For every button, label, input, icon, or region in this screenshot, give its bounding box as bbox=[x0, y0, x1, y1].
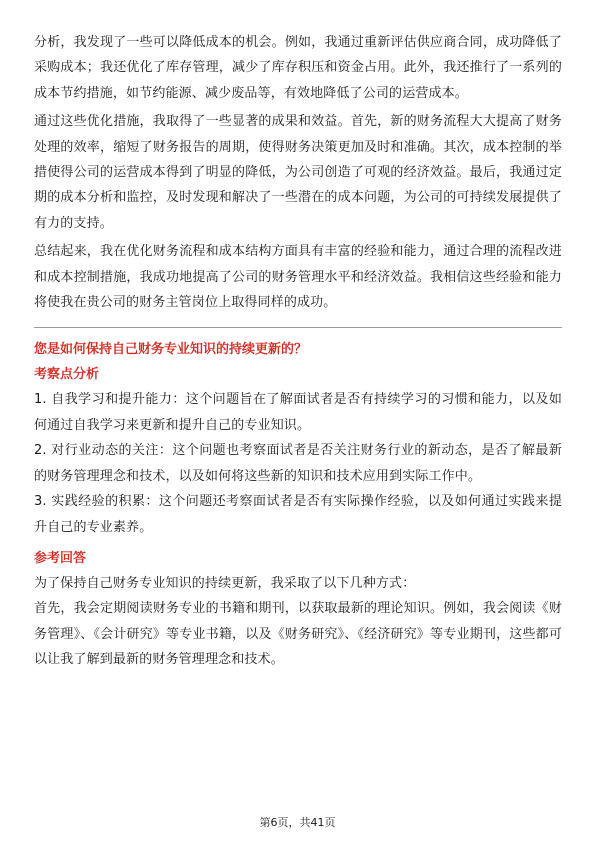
analysis-heading: 考察点分析 bbox=[34, 367, 100, 383]
analysis-item-3: 3. 实践经验的积累：这个问题还考察面试者是否有实际操作经验，以及如何通过实践来提升自己的专业素养。 bbox=[34, 494, 562, 535]
intro-paragraph-2: 通过这些优化措施，我取得了一些显著的成果和效益。首先，新的财务流程大大提高了财务处理的效率，缩短了财务报告的周期，使得财务决策更加及时和准确。其次，成本控制的举措使得公司的运营成本得到了明显的降低，为公司创造了可观的经济效益。最后，我通过定期的成本分析和监控，及时发现和解决了一些潜在的成本问题，为公司的可持续发展提供了有力的支持。 bbox=[34, 114, 562, 231]
answer-paragraph-2: 首先，我会定期阅读财务专业的书籍和期刊，以获取最新的理论知识。例如，我会阅读《财务管理》、《会计研究》等专业书籍，以及《财务研究》、《经济研究》等专业期刊，这些都可以让我了解到最新的财务管理理念和技术。 bbox=[34, 601, 562, 668]
section-divider bbox=[34, 327, 562, 328]
answer-heading: 参考回答 bbox=[34, 550, 87, 566]
page-number-footer: 第6页，共41页 bbox=[259, 816, 336, 829]
intro-paragraph-1: 分析，我发现了一些可以降低成本的机会。例如，我通过重新评估供应商合同，成功降低了采购成本；我还优化了库存管理，减少了库存积压和资金占用。此外，我还推行了一系列的成本节约措施，如节约能源、减少废品等，有效地降低了公司的运营成本。 bbox=[34, 35, 562, 101]
answer-paragraph-1: 为了保持自己财务专业知识的持续更新，我采取了以下几种方式： bbox=[34, 575, 416, 591]
analysis-item-2: 2. 对行业动态的关注：这个问题也考察面试者是否关注财务行业的新动态，是否了解最新的财务管理理念和技术，以及如何将这些新的知识和技术应用到实际工作中。 bbox=[34, 443, 562, 484]
question-title: 您是如何保持自己财务专业知识的持续更新的？ bbox=[34, 342, 308, 358]
intro-paragraph-3: 总结起来，我在优化财务流程和成本结构方面具有丰富的经验和能力，通过合理的流程改进和成本控制措施，我成功地提高了公司的财务管理水平和经济效益。我相信这些经验和能力将使我在贵公司的财务主管岗位上取得同样的成功。 bbox=[34, 244, 562, 311]
page-content bbox=[34, 30, 562, 673]
analysis-item-1: 1. 自我学习和提升能力：这个问题旨在了解面试者是否有持续学习的习惯和能力，以及如何通过自我学习来更新和提升自己的专业知识。 bbox=[34, 392, 562, 433]
